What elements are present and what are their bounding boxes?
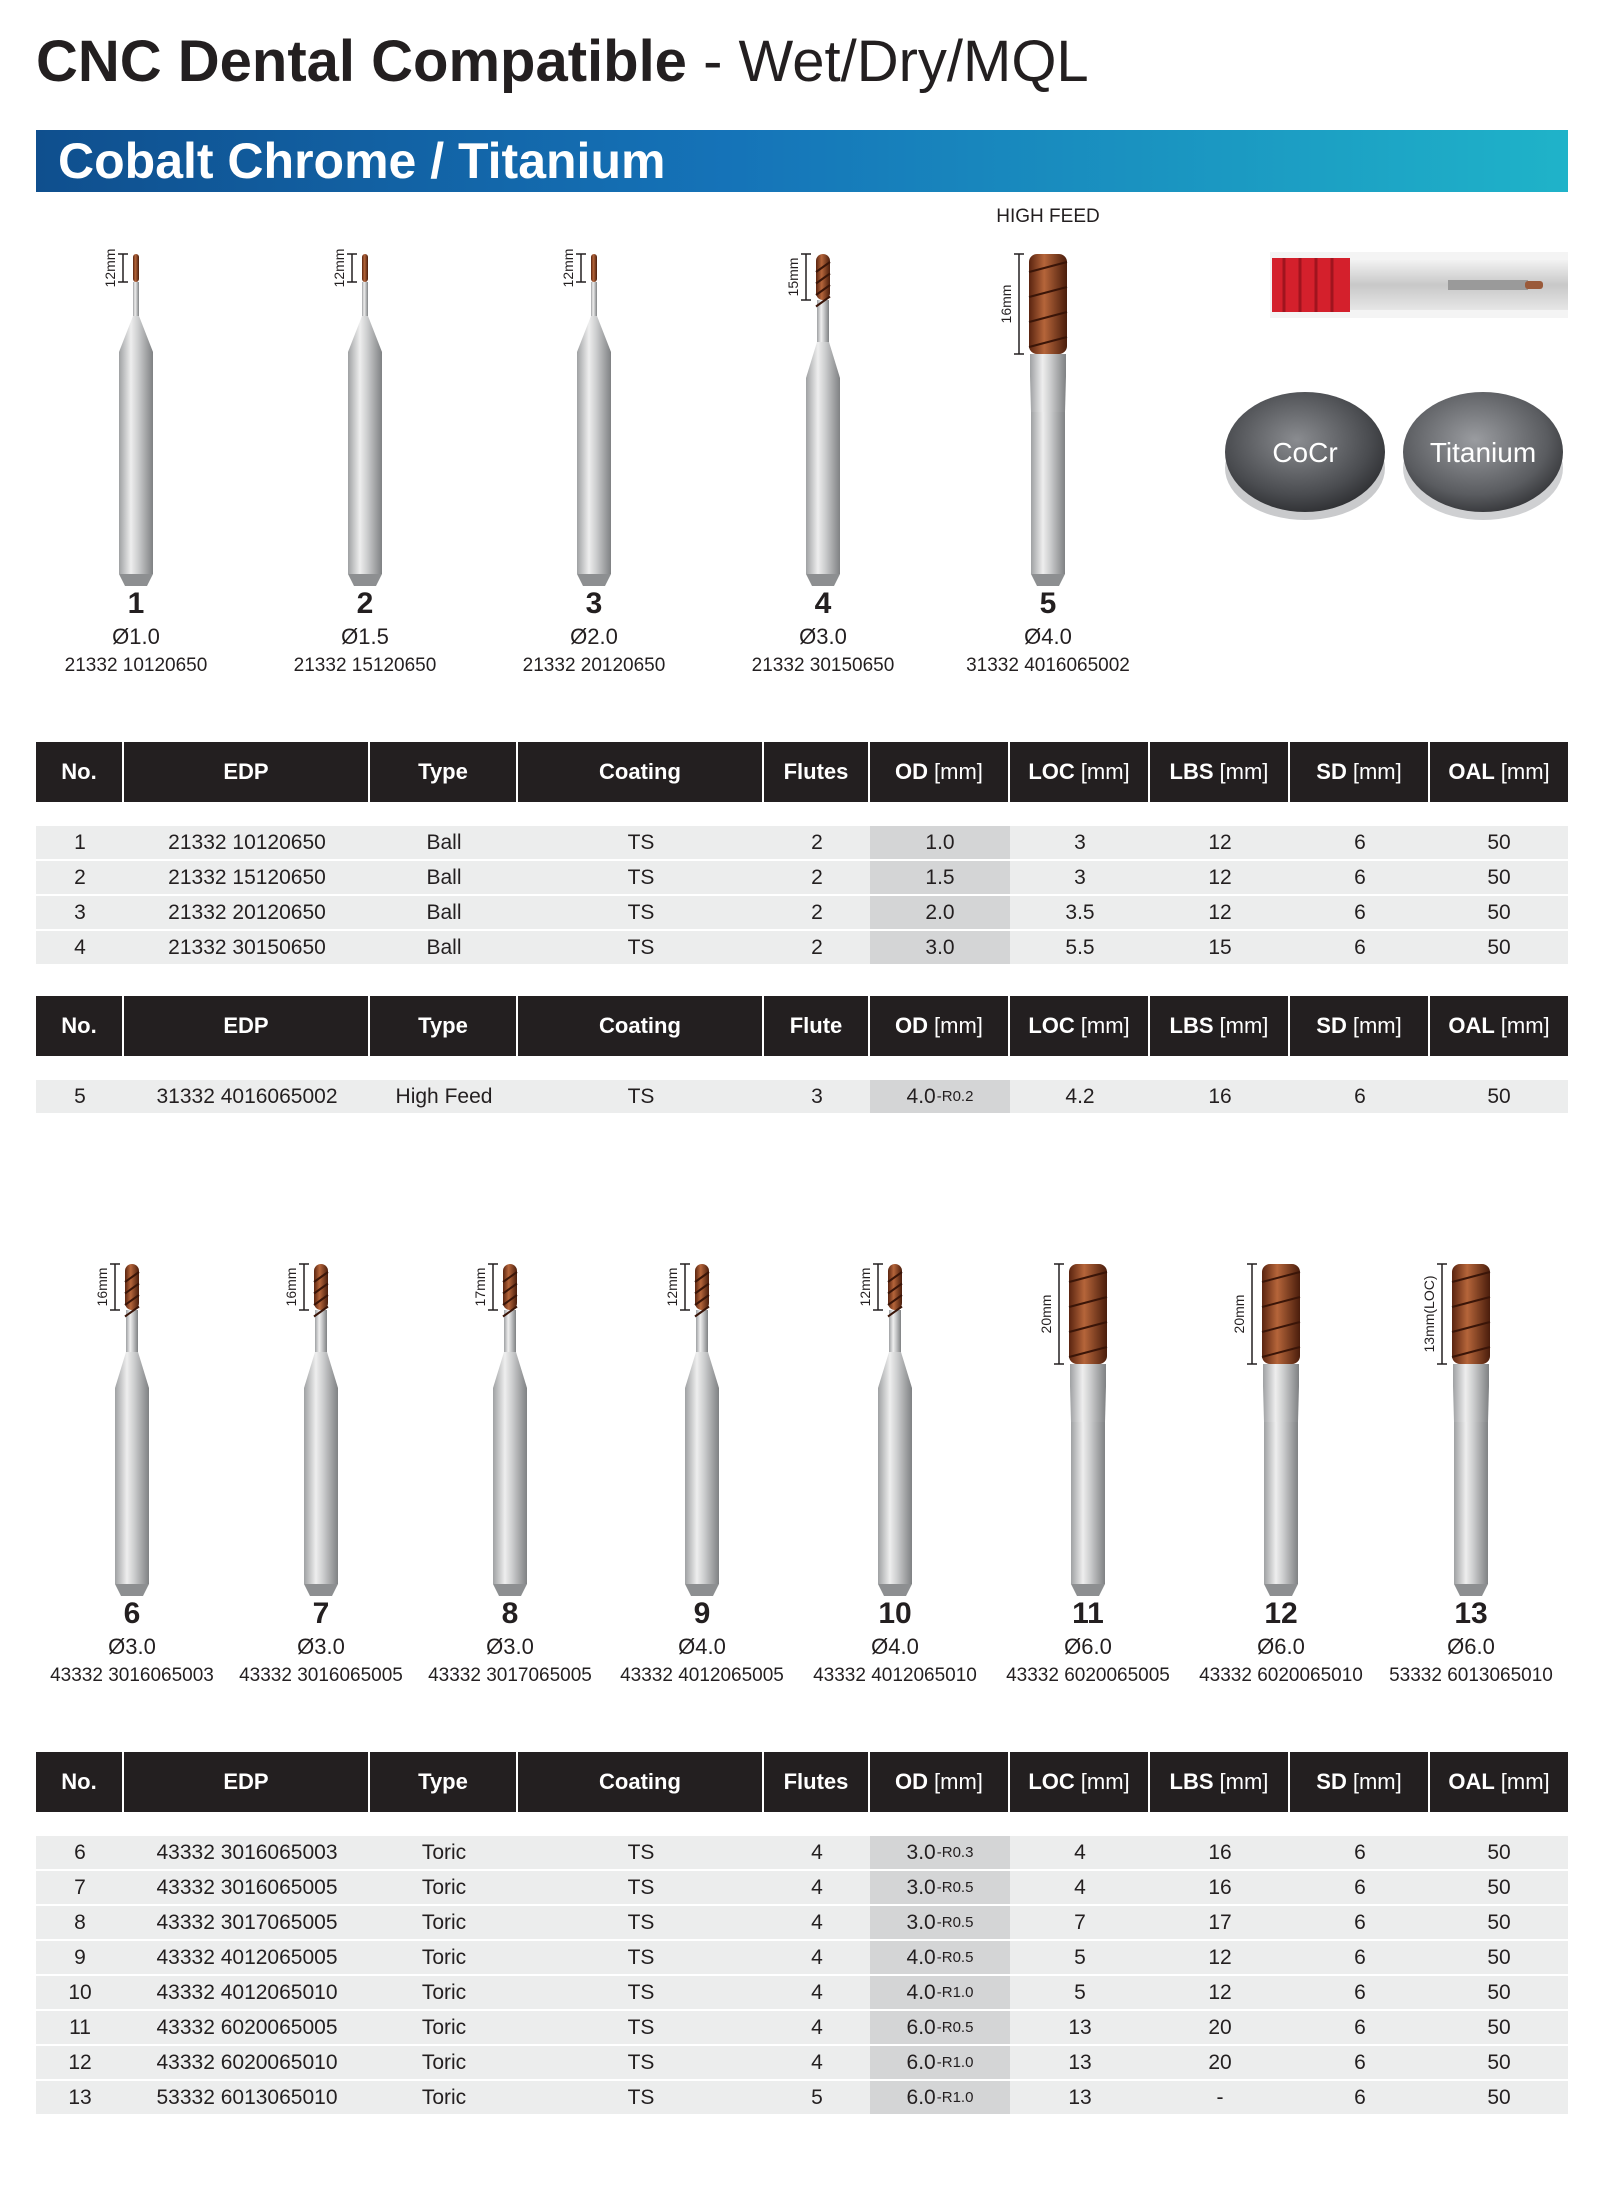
cell-flutes: 4 bbox=[811, 1910, 823, 1934]
tool-edp: 21332 10120650 bbox=[64, 655, 208, 676]
table-row bbox=[36, 1871, 1568, 1906]
tool-number: 3 bbox=[585, 587, 603, 620]
page-title-light: - Wet/Dry/MQL bbox=[703, 29, 1089, 94]
cell-no: 12 bbox=[68, 2050, 92, 2074]
tool-number: 9 bbox=[693, 1597, 711, 1630]
cell-no: 8 bbox=[74, 1910, 86, 1934]
column-header: SD [mm] bbox=[1290, 1752, 1430, 1812]
cell-od: 3.0 -R0.5 bbox=[870, 1871, 1010, 1904]
tool-card bbox=[415, 1256, 605, 1690]
end-mill-icon bbox=[778, 246, 868, 586]
cell-flutes: 2 bbox=[811, 935, 823, 959]
table-row bbox=[36, 2081, 1568, 2116]
column-header: Flute bbox=[764, 996, 870, 1056]
tool-length-label: 20mm bbox=[1038, 1294, 1054, 1334]
cell-coating: TS bbox=[627, 865, 655, 889]
cell-lbs: 16 bbox=[1208, 1840, 1232, 1864]
cell-flutes: 3 bbox=[811, 1084, 823, 1108]
tool-card bbox=[1376, 1256, 1566, 1690]
tool-edp: 43332 4012065005 bbox=[620, 1665, 784, 1686]
tool-edp: 43332 6020065005 bbox=[1006, 1665, 1170, 1686]
tool-diameter: Ø3.0 bbox=[108, 1634, 156, 1659]
tool-length-label: 17mm bbox=[472, 1267, 488, 1307]
tool-edp: 43332 6020065010 bbox=[1199, 1665, 1363, 1686]
tool-number: 13 bbox=[1454, 1597, 1488, 1630]
cell-lbs: 15 bbox=[1208, 935, 1232, 959]
cell-oal: 50 bbox=[1487, 1840, 1511, 1864]
tool-number: 4 bbox=[814, 587, 832, 620]
table-row bbox=[36, 931, 1568, 966]
cell-flutes: 4 bbox=[811, 1875, 823, 1899]
cell-od: 3.0 bbox=[870, 931, 1010, 964]
tool-length-label: 12mm bbox=[102, 248, 118, 288]
tool-number: 6 bbox=[123, 1597, 141, 1630]
column-header: LBS [mm] bbox=[1150, 1752, 1290, 1812]
page-title-bold: CNC Dental Compatible bbox=[36, 29, 687, 94]
cell-od: 6.0 -R1.0 bbox=[870, 2046, 1010, 2079]
cell-oal: 50 bbox=[1487, 830, 1511, 854]
column-header: OAL [mm] bbox=[1448, 1013, 1550, 1038]
cell-oal: 50 bbox=[1487, 1910, 1511, 1934]
cell-no: 11 bbox=[69, 2015, 91, 2039]
table-body bbox=[36, 1836, 1568, 2116]
cell-no: 5 bbox=[74, 1084, 86, 1108]
tool-length-label: 12mm bbox=[857, 1267, 873, 1307]
tool-diameter: Ø4.0 bbox=[1024, 624, 1072, 649]
cell-flutes: 2 bbox=[811, 900, 823, 924]
cell-loc: 3 bbox=[1074, 830, 1086, 854]
column-header: OD [mm] bbox=[870, 996, 1010, 1056]
tool-diameter: Ø4.0 bbox=[678, 1634, 726, 1659]
cell-oal: 50 bbox=[1487, 2015, 1511, 2039]
cell-edp: 43332 6020065005 bbox=[156, 2015, 338, 2039]
cell-flutes: 4 bbox=[811, 2015, 823, 2039]
cell-edp: 21332 20120650 bbox=[168, 900, 326, 924]
cell-flutes: 4 bbox=[811, 1980, 823, 2004]
cell-od: 1.0 bbox=[870, 826, 1010, 859]
tool-length-label: 16mm bbox=[998, 284, 1014, 324]
cell-oal: 50 bbox=[1487, 1945, 1511, 1969]
cell-no: 9 bbox=[74, 1945, 86, 1969]
cell-lbs: 12 bbox=[1208, 900, 1232, 924]
tool-card bbox=[800, 1256, 990, 1690]
table-row bbox=[36, 896, 1568, 931]
end-mill-icon bbox=[1231, 1256, 1326, 1596]
cell-loc: 13 bbox=[1068, 2015, 1092, 2039]
cell-type: Ball bbox=[426, 935, 462, 959]
column-header: Coating bbox=[518, 996, 764, 1056]
cell-type: Ball bbox=[426, 830, 462, 854]
end-mill-icon bbox=[657, 1256, 747, 1596]
cell-lbs: - bbox=[1216, 2085, 1224, 2109]
cocr-disc-icon bbox=[1222, 388, 1388, 524]
column-header: OAL [mm] bbox=[1448, 1769, 1550, 1794]
cell-type: Toric bbox=[421, 1875, 467, 1899]
cell-edp: 43332 4012065005 bbox=[156, 1945, 338, 1969]
cell-edp: 21332 15120650 bbox=[168, 865, 326, 889]
cell-edp: 43332 3017065005 bbox=[156, 1910, 338, 1934]
column-header: LBS [mm] bbox=[1150, 742, 1290, 802]
tool-diameter: Ø6.0 bbox=[1257, 1634, 1305, 1659]
tool-card bbox=[607, 1256, 797, 1690]
cell-coating: TS bbox=[627, 1840, 655, 1864]
cell-oal: 50 bbox=[1487, 1084, 1511, 1108]
spec-table-toric bbox=[36, 1752, 1568, 2116]
tool-number: 5 bbox=[1039, 587, 1057, 620]
tool-number: 8 bbox=[501, 1597, 519, 1630]
cell-oal: 50 bbox=[1487, 865, 1511, 889]
cell-oal: 50 bbox=[1487, 2085, 1511, 2109]
cell-edp: 21332 30150650 bbox=[168, 935, 326, 959]
cell-sd: 6 bbox=[1354, 865, 1366, 889]
tool-number: 7 bbox=[312, 1597, 330, 1630]
tool-card bbox=[41, 246, 231, 680]
cell-coating: TS bbox=[627, 935, 655, 959]
tool-edp: 43332 3016065003 bbox=[50, 1665, 214, 1686]
cell-edp: 43332 4012065010 bbox=[156, 1980, 338, 2004]
cell-coating: TS bbox=[627, 1084, 655, 1108]
end-mill-icon bbox=[1038, 1256, 1133, 1596]
end-mill-icon bbox=[850, 1256, 940, 1596]
cell-edp: 43332 6020065010 bbox=[156, 2050, 338, 2074]
cell-loc: 3.5 bbox=[1065, 900, 1095, 924]
column-header: EDP bbox=[124, 1752, 370, 1812]
column-header: Flutes bbox=[764, 1752, 870, 1812]
cell-type: Toric bbox=[421, 2050, 467, 2074]
titanium-label: Titanium bbox=[1429, 437, 1537, 468]
tool-length-label: 15mm bbox=[785, 257, 801, 297]
tool-length-label: 13mm(LOC) bbox=[1421, 1275, 1437, 1353]
tool-edp: 31332 4016065002 bbox=[966, 655, 1130, 676]
table-row bbox=[36, 1836, 1568, 1871]
cell-oal: 50 bbox=[1487, 1875, 1511, 1899]
cell-type: Toric bbox=[421, 2015, 467, 2039]
column-header: Coating bbox=[518, 1752, 764, 1812]
cell-type: Toric bbox=[421, 1980, 467, 2004]
column-header: EDP bbox=[124, 742, 370, 802]
column-header: No. bbox=[36, 742, 124, 802]
cell-lbs: 20 bbox=[1208, 2050, 1232, 2074]
cell-type: Ball bbox=[426, 900, 462, 924]
cell-sd: 6 bbox=[1354, 1980, 1366, 2004]
section-banner-label: Cobalt Chrome / Titanium bbox=[58, 133, 666, 189]
cell-sd: 6 bbox=[1354, 1875, 1366, 1899]
table-row bbox=[36, 2011, 1568, 2046]
cell-no: 1 bbox=[74, 830, 86, 854]
cell-edp: 31332 4016065002 bbox=[156, 1084, 338, 1108]
end-mill-icon bbox=[1421, 1256, 1516, 1596]
cell-type: Toric bbox=[421, 1945, 467, 1969]
table-header bbox=[36, 996, 1568, 1056]
cell-loc: 4.2 bbox=[1065, 1084, 1095, 1108]
cell-oal: 50 bbox=[1487, 900, 1511, 924]
cell-od: 3.0 -R0.3 bbox=[870, 1836, 1010, 1869]
column-header: No. bbox=[36, 1752, 124, 1812]
table-row bbox=[36, 1976, 1568, 2011]
cell-coating: TS bbox=[627, 2085, 655, 2109]
cell-edp: 21332 10120650 bbox=[168, 830, 326, 854]
titanium-disc-icon bbox=[1400, 388, 1566, 524]
cell-no: 4 bbox=[74, 935, 86, 959]
cell-od: 4.0 -R0.5 bbox=[870, 1941, 1010, 1974]
section-banner bbox=[36, 130, 1568, 192]
table-header bbox=[36, 1752, 1568, 1812]
tool-length-label: 12mm bbox=[560, 248, 576, 288]
column-header: Type bbox=[370, 1752, 518, 1812]
cell-od: 6.0 -R1.0 bbox=[870, 2081, 1010, 2114]
tool-card bbox=[37, 1256, 227, 1690]
tool-edp: 53332 6013065010 bbox=[1389, 1665, 1553, 1686]
column-header: OAL [mm] bbox=[1448, 759, 1550, 784]
cell-oal: 50 bbox=[1487, 935, 1511, 959]
end-mill-icon bbox=[320, 246, 410, 586]
tool-number: 2 bbox=[356, 587, 374, 620]
tool-card bbox=[728, 246, 918, 680]
cell-od: 6.0 -R0.5 bbox=[870, 2011, 1010, 2044]
tool-length-label: 12mm bbox=[331, 248, 347, 288]
cell-edp: 53332 6013065010 bbox=[156, 2085, 338, 2109]
cell-loc: 5 bbox=[1074, 1945, 1086, 1969]
cell-lbs: 12 bbox=[1208, 1945, 1232, 1969]
column-header: Coating bbox=[518, 742, 764, 802]
cell-flutes: 2 bbox=[811, 865, 823, 889]
cell-sd: 6 bbox=[1354, 1840, 1366, 1864]
tool-diameter: Ø3.0 bbox=[297, 1634, 345, 1659]
cell-sd: 6 bbox=[1354, 900, 1366, 924]
tool-diameter: Ø1.5 bbox=[341, 624, 389, 649]
end-mill-photo bbox=[1270, 252, 1568, 318]
end-mill-icon bbox=[465, 1256, 555, 1596]
tool-card bbox=[953, 206, 1143, 680]
cell-sd: 6 bbox=[1354, 1945, 1366, 1969]
end-mill-icon bbox=[91, 246, 181, 586]
cell-od: 1.5 bbox=[870, 861, 1010, 894]
tool-edp: 43332 3016065005 bbox=[239, 1665, 403, 1686]
cell-od: 3.0 -R0.5 bbox=[870, 1906, 1010, 1939]
cell-no: 6 bbox=[74, 1840, 86, 1864]
cell-coating: TS bbox=[627, 2050, 655, 2074]
cell-coating: TS bbox=[627, 1910, 655, 1934]
cell-sd: 6 bbox=[1354, 1084, 1366, 1108]
cell-lbs: 12 bbox=[1208, 1980, 1232, 2004]
spec-table-high-feed bbox=[36, 996, 1568, 1115]
cocr-label: CoCr bbox=[1272, 437, 1338, 468]
cell-coating: TS bbox=[627, 1875, 655, 1899]
cell-sd: 6 bbox=[1354, 1910, 1366, 1934]
column-header: No. bbox=[36, 996, 124, 1056]
end-mill-icon bbox=[998, 246, 1093, 586]
cell-type: Toric bbox=[421, 1910, 467, 1934]
column-header: SD [mm] bbox=[1290, 996, 1430, 1056]
tool-tag: HIGH FEED bbox=[996, 206, 1100, 227]
tool-edp: 21332 15120650 bbox=[293, 655, 437, 676]
cell-od: 2.0 bbox=[870, 896, 1010, 929]
tool-edp: 43332 3017065005 bbox=[428, 1665, 592, 1686]
cell-coating: TS bbox=[627, 1980, 655, 2004]
cell-type: Ball bbox=[426, 865, 462, 889]
column-header: SD [mm] bbox=[1290, 742, 1430, 802]
column-header: Flutes bbox=[764, 742, 870, 802]
tool-number: 12 bbox=[1264, 1597, 1298, 1630]
table-row bbox=[36, 861, 1568, 896]
tool-diameter: Ø6.0 bbox=[1064, 1634, 1112, 1659]
cell-oal: 50 bbox=[1487, 2050, 1511, 2074]
tool-edp: 21332 30150650 bbox=[751, 655, 895, 676]
cell-coating: TS bbox=[627, 2015, 655, 2039]
cell-flutes: 5 bbox=[811, 2085, 823, 2109]
tool-card bbox=[499, 246, 689, 680]
cell-sd: 6 bbox=[1354, 935, 1366, 959]
tool-edp: 43332 4012065010 bbox=[813, 1665, 977, 1686]
cell-flutes: 4 bbox=[811, 1945, 823, 1969]
cell-loc: 3 bbox=[1074, 865, 1086, 889]
table-row bbox=[36, 2046, 1568, 2081]
spec-table-ball bbox=[36, 742, 1568, 966]
cell-sd: 6 bbox=[1354, 2085, 1366, 2109]
cell-no: 10 bbox=[68, 1980, 92, 2004]
cell-flutes: 4 bbox=[811, 2050, 823, 2074]
table-row bbox=[36, 1080, 1568, 1115]
column-header: LOC [mm] bbox=[1010, 742, 1150, 802]
cell-loc: 4 bbox=[1074, 1840, 1086, 1864]
table-body bbox=[36, 1080, 1568, 1115]
column-header: LBS [mm] bbox=[1150, 996, 1290, 1056]
tool-number: 1 bbox=[127, 587, 145, 620]
cell-lbs: 12 bbox=[1208, 865, 1232, 889]
cell-flutes: 2 bbox=[811, 830, 823, 854]
end-mill-icon bbox=[87, 1256, 177, 1596]
tool-length-label: 20mm bbox=[1231, 1294, 1247, 1334]
tool-length-label: 16mm bbox=[94, 1267, 110, 1307]
column-header: EDP bbox=[124, 996, 370, 1056]
cell-loc: 13 bbox=[1068, 2050, 1092, 2074]
tool-diameter: Ø3.0 bbox=[799, 624, 847, 649]
cell-lbs: 20 bbox=[1208, 2015, 1232, 2039]
cell-coating: TS bbox=[627, 1945, 655, 1969]
cell-edp: 43332 3016065003 bbox=[156, 1840, 338, 1864]
end-mill-icon bbox=[549, 246, 639, 586]
cell-sd: 6 bbox=[1354, 2015, 1366, 2039]
tool-number: 10 bbox=[878, 1597, 912, 1630]
tool-diameter: Ø6.0 bbox=[1447, 1634, 1495, 1659]
cell-flutes: 4 bbox=[811, 1840, 823, 1864]
cell-loc: 4 bbox=[1074, 1875, 1086, 1899]
tool-edp: 21332 20120650 bbox=[522, 655, 666, 676]
column-header: OD [mm] bbox=[870, 1752, 1010, 1812]
tool-length-label: 16mm bbox=[283, 1267, 299, 1307]
cell-no: 7 bbox=[74, 1875, 86, 1899]
tool-card bbox=[993, 1256, 1183, 1690]
tool-card bbox=[1186, 1256, 1376, 1690]
tool-diameter: Ø3.0 bbox=[486, 1634, 534, 1659]
column-header: OD [mm] bbox=[870, 742, 1010, 802]
cell-coating: TS bbox=[627, 830, 655, 854]
cell-sd: 6 bbox=[1354, 830, 1366, 854]
column-header: LOC [mm] bbox=[1010, 1752, 1150, 1812]
cell-type: High Feed bbox=[395, 1084, 493, 1108]
cell-lbs: 16 bbox=[1208, 1875, 1232, 1899]
cell-no: 2 bbox=[74, 865, 86, 889]
table-header bbox=[36, 742, 1568, 802]
cell-coating: TS bbox=[627, 900, 655, 924]
tool-diameter: Ø4.0 bbox=[871, 1634, 919, 1659]
cell-sd: 6 bbox=[1354, 2050, 1366, 2074]
column-header: Type bbox=[370, 996, 518, 1056]
cell-loc: 5.5 bbox=[1065, 935, 1095, 959]
tool-card bbox=[226, 1256, 416, 1690]
tool-length-label: 12mm bbox=[664, 1267, 680, 1307]
tool-number: 11 bbox=[1072, 1597, 1104, 1630]
cell-edp: 43332 3016065005 bbox=[156, 1875, 338, 1899]
table-row bbox=[36, 1941, 1568, 1976]
cell-loc: 5 bbox=[1074, 1980, 1086, 2004]
column-header: LOC [mm] bbox=[1010, 996, 1150, 1056]
cell-od: 4.0 -R0.2 bbox=[870, 1080, 1010, 1113]
cell-type: Toric bbox=[421, 2085, 467, 2109]
cell-od: 4.0 -R1.0 bbox=[870, 1976, 1010, 2009]
tool-diameter: Ø1.0 bbox=[112, 624, 160, 649]
cell-no: 3 bbox=[74, 900, 86, 924]
tool-card bbox=[270, 246, 460, 680]
end-mill-icon bbox=[276, 1256, 366, 1596]
cell-lbs: 16 bbox=[1208, 1084, 1232, 1108]
cell-oal: 50 bbox=[1487, 1980, 1511, 2004]
cell-no: 13 bbox=[68, 2085, 92, 2109]
cell-lbs: 17 bbox=[1208, 1910, 1232, 1934]
column-header: Type bbox=[370, 742, 518, 802]
cell-loc: 7 bbox=[1074, 1910, 1086, 1934]
table-row bbox=[36, 826, 1568, 861]
cell-loc: 13 bbox=[1068, 2085, 1092, 2109]
page-title bbox=[36, 22, 1089, 102]
cell-type: Toric bbox=[421, 1840, 467, 1864]
table-body bbox=[36, 826, 1568, 966]
tool-diameter: Ø2.0 bbox=[570, 624, 618, 649]
table-row bbox=[36, 1906, 1568, 1941]
cell-lbs: 12 bbox=[1208, 830, 1232, 854]
